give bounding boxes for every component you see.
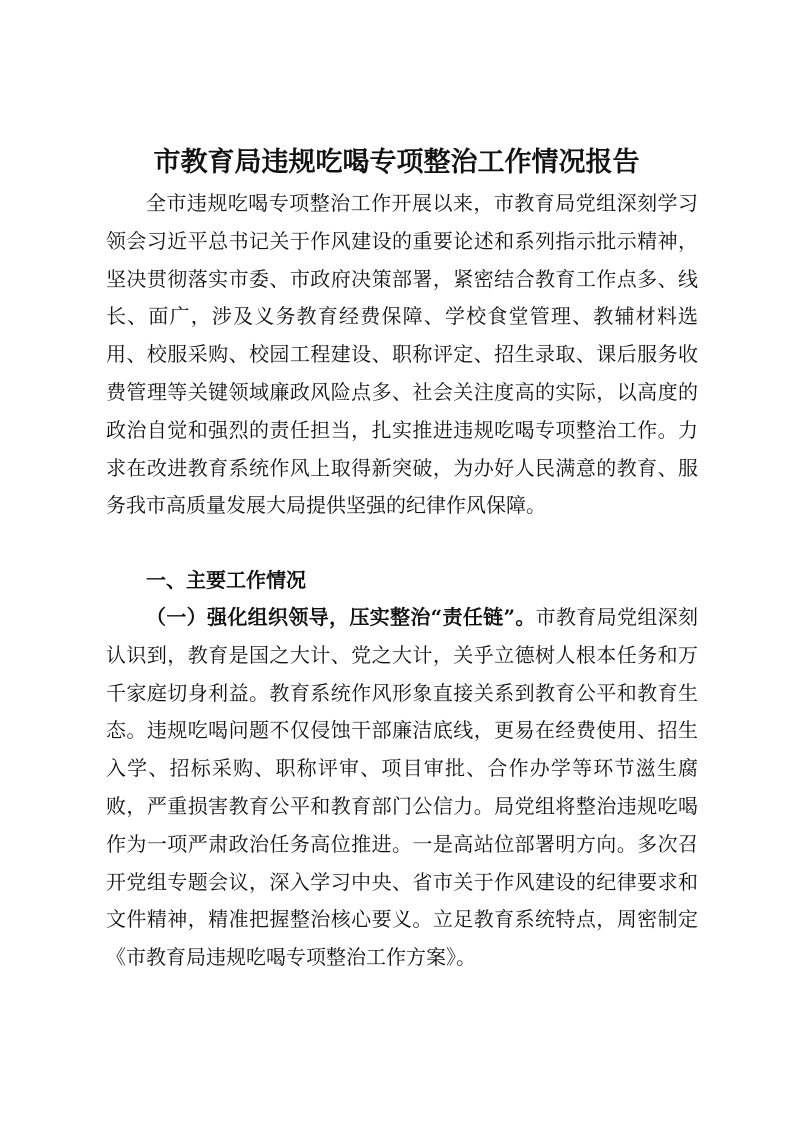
section-heading: 一、主要工作情况 (146, 568, 306, 592)
subsection-title: （一）强化组织领导，压实整治“责任链”。 (146, 605, 536, 629)
subsection-paragraph (106, 599, 698, 977)
document-title: 市教育局违规吃喝专项整治工作情况报告 (153, 147, 640, 178)
intro-paragraph: 全市违规吃喝专项整治工作开展以来，市教育局党组深刻学习领会习近平总书记关于作风建设的重要论述和系列指示批示精神，坚决贯彻落实市委、市政府决策部署，紧密结合教育工作点多、线长、面广，涉及义务教育经费保障、学校食堂管理、教辅材料选用、校服采购、校园工程建设、职称评定、招生录取、课后服务收费管理等关键领域廉政风险点多、社会关注度高的实际，以高度的政治自觉和强烈的责任担当，扎实推进违规吃喝专项整治工作。力求在改进教育系统作风上取得新突破，为办好人民满意的教育、服务我市高质量发展大局提供坚强的纪律作风保障。 (106, 191, 698, 518)
subsection-body: 市教育局党组深刻认识到，教育是国之大计、党之大计，关乎立德树人根本任务和万千家庭切身利益。教育系统作风形象直接关系到教育公平和教育生态。违规吃喝问题不仅侵蚀干部廉洁底线，更易在经费使用、招生入学、招标采购、职称评审、项目审批、合作办学等环节滋生腐败，严重损害教育公平和教育部门公信力。局党组将整治违规吃喝作为一项严肃政治任务高位推进。一是高站位部署明方向。多次召开党组专题会议，深入学习中央、省市关于作风建设的纪律要求和文件精神，精准把握整治核心要义。立足教育系统特点，周密制定《市教育局违规吃喝专项整治工作方案》。 (106, 605, 699, 970)
